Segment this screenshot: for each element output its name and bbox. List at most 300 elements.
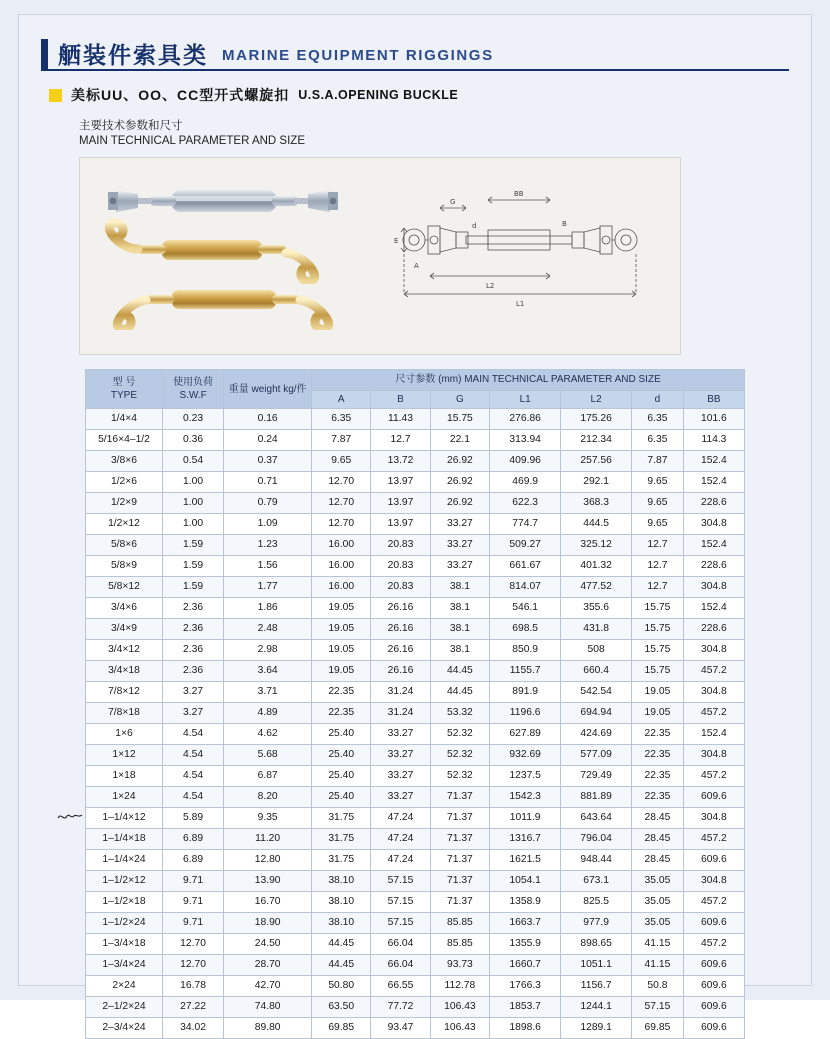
cell-value: 31.75 — [312, 850, 371, 871]
cell-type: 1/4×4 — [86, 409, 163, 430]
cell-value: 22.35 — [632, 787, 684, 808]
cell-value: 1898.6 — [490, 1018, 561, 1039]
cell-value: 325.12 — [561, 535, 632, 556]
cell-value: 16.00 — [312, 535, 371, 556]
cell-value: 35.05 — [632, 892, 684, 913]
cell-value: 1244.1 — [561, 997, 632, 1018]
cell-value: 35.05 — [632, 913, 684, 934]
cell-value: 71.37 — [430, 829, 490, 850]
cell-value: 1155.7 — [490, 661, 561, 682]
cell-value: 101.6 — [683, 409, 744, 430]
tech-param-label — [79, 119, 789, 149]
svg-text:B: B — [562, 220, 567, 228]
specification-table-wrapper — [85, 369, 745, 1039]
cell-value: 627.89 — [490, 724, 561, 745]
cell-value: 6.35 — [632, 430, 684, 451]
cell-type: 3/4×9 — [86, 619, 163, 640]
cell-value: 57.15 — [371, 913, 430, 934]
cell-value: 52.32 — [430, 766, 490, 787]
table-row — [86, 955, 745, 976]
cell-value: 292.1 — [561, 472, 632, 493]
cell-value: 9.65 — [312, 451, 371, 472]
cell-type: 3/4×12 — [86, 640, 163, 661]
th-type-en: TYPE — [110, 390, 138, 401]
cell-value: 28.70 — [224, 955, 312, 976]
cell-value: 825.5 — [561, 892, 632, 913]
cell-value: 622.3 — [490, 493, 561, 514]
cell-value: 152.4 — [683, 724, 744, 745]
cell-value: 22.35 — [312, 682, 371, 703]
cell-value: 63.50 — [312, 997, 371, 1018]
cell-value: 24.50 — [224, 934, 312, 955]
th-g: G — [430, 391, 490, 409]
cell-value: 19.05 — [312, 598, 371, 619]
th-swf-en: S.W.F — [179, 390, 207, 401]
cell-value: 0.54 — [162, 451, 223, 472]
cell-value: 457.2 — [683, 703, 744, 724]
cell-value: 4.54 — [162, 766, 223, 787]
cell-value: 85.85 — [430, 934, 490, 955]
cell-value: 1054.1 — [490, 871, 561, 892]
cell-value: 609.6 — [683, 1018, 744, 1039]
cell-value: 1.00 — [162, 472, 223, 493]
cell-value: 152.4 — [683, 598, 744, 619]
cell-value: 5.89 — [162, 808, 223, 829]
cell-type: 1×6 — [86, 724, 163, 745]
cell-value: 698.5 — [490, 619, 561, 640]
cell-value: 106.43 — [430, 997, 490, 1018]
cell-value: 2.36 — [162, 598, 223, 619]
cell-value: 1358.9 — [490, 892, 561, 913]
cell-value: 26.16 — [371, 619, 430, 640]
cell-type: 1–3/4×18 — [86, 934, 163, 955]
cell-value: 9.35 — [224, 808, 312, 829]
cell-type: 1–1/2×12 — [86, 871, 163, 892]
table-row — [86, 409, 745, 430]
cell-type: 5/16×4–1/2 — [86, 430, 163, 451]
cell-value: 31.75 — [312, 829, 371, 850]
cell-value: 34.02 — [162, 1018, 223, 1039]
cell-value: 28.45 — [632, 829, 684, 850]
cell-value: 66.55 — [371, 976, 430, 997]
cell-value: 477.52 — [561, 577, 632, 598]
cell-value: 401.32 — [561, 556, 632, 577]
cell-value: 22.35 — [632, 745, 684, 766]
table-row — [86, 913, 745, 934]
cell-value: 1.00 — [162, 493, 223, 514]
cell-value: 12.70 — [312, 493, 371, 514]
cell-value: 9.65 — [632, 472, 684, 493]
cell-value: 20.83 — [371, 535, 430, 556]
cell-value: 4.54 — [162, 724, 223, 745]
cell-value: 13.97 — [371, 514, 430, 535]
cell-value: 12.70 — [162, 955, 223, 976]
cell-value: 2.48 — [224, 619, 312, 640]
th-type-cn: 型 号 — [112, 377, 136, 388]
header-title-en: MARINE EQUIPMENT RIGGINGS — [222, 47, 494, 64]
table-row — [86, 871, 745, 892]
cell-value: 19.05 — [312, 661, 371, 682]
cell-value: 2.36 — [162, 661, 223, 682]
cell-value: 609.6 — [683, 850, 744, 871]
table-row — [86, 472, 745, 493]
cell-value: 609.6 — [683, 787, 744, 808]
cell-value: 304.8 — [683, 640, 744, 661]
cell-type: 1–3/4×24 — [86, 955, 163, 976]
cell-value: 1196.6 — [490, 703, 561, 724]
cell-value: 6.35 — [312, 409, 371, 430]
table-row — [86, 640, 745, 661]
cell-value: 41.15 — [632, 934, 684, 955]
cell-value: 22.35 — [312, 703, 371, 724]
cell-value: 212.34 — [561, 430, 632, 451]
cell-value: 38.1 — [430, 640, 490, 661]
cell-type: 2–3/4×24 — [86, 1018, 163, 1039]
cell-value: 509.27 — [490, 535, 561, 556]
cell-value: 1355.9 — [490, 934, 561, 955]
cell-value: 1853.7 — [490, 997, 561, 1018]
cell-value: 1.86 — [224, 598, 312, 619]
specification-table — [85, 369, 745, 1039]
cell-value: 26.16 — [371, 661, 430, 682]
cell-value: 12.7 — [632, 556, 684, 577]
cell-value: 25.40 — [312, 787, 371, 808]
table-row — [86, 703, 745, 724]
cell-value: 8.20 — [224, 787, 312, 808]
cell-value: 19.05 — [312, 619, 371, 640]
cell-value: 577.09 — [561, 745, 632, 766]
table-row — [86, 430, 745, 451]
cell-value: 12.80 — [224, 850, 312, 871]
header-title-cn: 舾装件索具类 — [58, 42, 208, 68]
cell-value: 257.56 — [561, 451, 632, 472]
cell-value: 457.2 — [683, 661, 744, 682]
cell-value: 0.71 — [224, 472, 312, 493]
cell-type: 1/2×9 — [86, 493, 163, 514]
cell-value: 12.70 — [162, 934, 223, 955]
cell-value: 33.27 — [430, 514, 490, 535]
cell-value: 2.36 — [162, 640, 223, 661]
cell-value: 850.9 — [490, 640, 561, 661]
cell-type: 7/8×12 — [86, 682, 163, 703]
th-l2: L2 — [561, 391, 632, 409]
cell-type: 3/8×6 — [86, 451, 163, 472]
table-row — [86, 976, 745, 997]
cell-value: 38.10 — [312, 913, 371, 934]
cell-value: 47.24 — [371, 829, 430, 850]
cell-value: 814.07 — [490, 577, 561, 598]
cell-value: 1156.7 — [561, 976, 632, 997]
table-header-row-1 — [86, 370, 745, 391]
svg-text:L1: L1 — [516, 300, 525, 308]
cell-value: 26.92 — [430, 451, 490, 472]
cell-value: 2.98 — [224, 640, 312, 661]
cell-type: 1×24 — [86, 787, 163, 808]
cell-value: 0.23 — [162, 409, 223, 430]
cell-value: 20.83 — [371, 556, 430, 577]
cell-value: 74.80 — [224, 997, 312, 1018]
table-row — [86, 850, 745, 871]
table-row — [86, 598, 745, 619]
cell-value: 0.37 — [224, 451, 312, 472]
cell-value: 57.15 — [632, 997, 684, 1018]
cell-value: 469.9 — [490, 472, 561, 493]
table-body — [86, 409, 745, 1039]
cell-value: 50.8 — [632, 976, 684, 997]
cell-value: 228.6 — [683, 556, 744, 577]
cell-value: 152.4 — [683, 451, 744, 472]
cell-value: 44.45 — [312, 955, 371, 976]
cell-value: 1.59 — [162, 556, 223, 577]
cell-type: 1×18 — [86, 766, 163, 787]
cell-value: 152.4 — [683, 472, 744, 493]
th-weight — [224, 370, 312, 409]
cell-value: 932.69 — [490, 745, 561, 766]
cell-value: 1.59 — [162, 577, 223, 598]
cell-type: 1–1/4×18 — [86, 829, 163, 850]
cell-value: 38.10 — [312, 892, 371, 913]
cell-type: 3/4×6 — [86, 598, 163, 619]
cell-value: 409.96 — [490, 451, 561, 472]
cell-value: 424.69 — [561, 724, 632, 745]
cell-value: 673.1 — [561, 871, 632, 892]
cell-value: 16.00 — [312, 556, 371, 577]
cell-value: 28.45 — [632, 850, 684, 871]
th-weight-label: 重量 weight kg/件 — [228, 383, 307, 395]
table-row — [86, 661, 745, 682]
cell-value: 15.75 — [632, 661, 684, 682]
cell-value: 19.05 — [632, 703, 684, 724]
cell-type: 3/4×18 — [86, 661, 163, 682]
cell-value: 9.65 — [632, 493, 684, 514]
table-row — [86, 808, 745, 829]
cell-value: 25.40 — [312, 766, 371, 787]
cell-value: 542.54 — [561, 682, 632, 703]
cell-value: 1.00 — [162, 514, 223, 535]
cell-value: 13.97 — [371, 472, 430, 493]
cell-value: 22.1 — [430, 430, 490, 451]
cell-value: 12.7 — [632, 577, 684, 598]
th-l1: L1 — [490, 391, 561, 409]
cell-value: 457.2 — [683, 766, 744, 787]
cell-value: 15.75 — [632, 598, 684, 619]
cell-value: 729.49 — [561, 766, 632, 787]
th-size-group: 尺寸参数 (mm) MAIN TECHNICAL PARAMETER AND SIZE — [312, 370, 745, 391]
cell-type: 1–1/4×12 — [86, 808, 163, 829]
cell-value: 93.73 — [430, 955, 490, 976]
cell-value: 4.54 — [162, 745, 223, 766]
cell-value: 2.36 — [162, 619, 223, 640]
bullet-square-icon — [49, 89, 62, 102]
cell-value: 228.6 — [683, 619, 744, 640]
cell-value: 9.71 — [162, 892, 223, 913]
cell-value: 12.7 — [371, 430, 430, 451]
cell-value: 891.9 — [490, 682, 561, 703]
cell-value: 27.22 — [162, 997, 223, 1018]
tech-param-label-en: MAIN TECHNICAL PARAMETER AND SIZE — [79, 135, 305, 147]
cell-value: 69.85 — [632, 1018, 684, 1039]
table-row — [86, 556, 745, 577]
cell-value: 18.90 — [224, 913, 312, 934]
header-accent-bar — [41, 39, 48, 69]
cell-value: 4.89 — [224, 703, 312, 724]
cell-value: 457.2 — [683, 829, 744, 850]
table-row — [86, 682, 745, 703]
cell-value: 4.54 — [162, 787, 223, 808]
table-row — [86, 1018, 745, 1039]
cell-value: 33.27 — [371, 745, 430, 766]
cell-value: 11.43 — [371, 409, 430, 430]
cell-value: 9.71 — [162, 871, 223, 892]
svg-text:A: A — [414, 262, 419, 270]
cell-value: 368.3 — [561, 493, 632, 514]
table-row — [86, 766, 745, 787]
th-d: d — [632, 391, 684, 409]
cell-value: 47.24 — [371, 850, 430, 871]
cell-type: 2×24 — [86, 976, 163, 997]
cell-value: 1660.7 — [490, 955, 561, 976]
cell-value: 9.71 — [162, 913, 223, 934]
cell-value: 35.05 — [632, 871, 684, 892]
table-row — [86, 577, 745, 598]
cell-value: 304.8 — [683, 682, 744, 703]
cell-value: 12.70 — [312, 514, 371, 535]
table-row — [86, 514, 745, 535]
cell-value: 66.04 — [371, 955, 430, 976]
cell-type: 5/8×12 — [86, 577, 163, 598]
table-row — [86, 724, 745, 745]
cell-value: 31.24 — [371, 703, 430, 724]
cell-value: 881.89 — [561, 787, 632, 808]
table-row — [86, 787, 745, 808]
cell-value: 50.80 — [312, 976, 371, 997]
subtitle-en: U.S.A.OPENING BUCKLE — [298, 88, 459, 102]
cell-value: 609.6 — [683, 997, 744, 1018]
cell-type: 1–1/4×24 — [86, 850, 163, 871]
product-image-panel — [79, 157, 681, 355]
cell-type: 1/2×6 — [86, 472, 163, 493]
table-row — [86, 934, 745, 955]
cell-value: 1.56 — [224, 556, 312, 577]
cell-value: 41.15 — [632, 955, 684, 976]
cell-value: 38.1 — [430, 598, 490, 619]
th-type — [86, 370, 163, 409]
cell-value: 44.45 — [430, 661, 490, 682]
cell-value: 304.8 — [683, 871, 744, 892]
cell-value: 1237.5 — [490, 766, 561, 787]
cell-value: 93.47 — [371, 1018, 430, 1039]
cell-value: 28.45 — [632, 808, 684, 829]
cell-value: 1542.3 — [490, 787, 561, 808]
cell-type: 1×12 — [86, 745, 163, 766]
cell-value: 1766.3 — [490, 976, 561, 997]
th-bb: BB — [683, 391, 744, 409]
cell-value: 7.87 — [312, 430, 371, 451]
th-swf — [162, 370, 223, 409]
cell-value: 457.2 — [683, 934, 744, 955]
cell-value: 114.3 — [683, 430, 744, 451]
cell-value: 0.36 — [162, 430, 223, 451]
svg-text:E: E — [394, 237, 399, 245]
cell-value: 1663.7 — [490, 913, 561, 934]
cell-value: 15.75 — [430, 409, 490, 430]
cell-value: 71.37 — [430, 871, 490, 892]
cell-value: 89.80 — [224, 1018, 312, 1039]
cell-value: 52.32 — [430, 745, 490, 766]
cell-value: 508 — [561, 640, 632, 661]
cell-value: 25.40 — [312, 745, 371, 766]
cell-value: 9.65 — [632, 514, 684, 535]
handwritten-mark-icon — [57, 810, 83, 824]
cell-value: 4.62 — [224, 724, 312, 745]
cell-value: 71.37 — [430, 808, 490, 829]
cell-value: 38.10 — [312, 871, 371, 892]
cell-value: 33.27 — [371, 724, 430, 745]
cell-value: 304.8 — [683, 745, 744, 766]
cell-value: 13.97 — [371, 493, 430, 514]
svg-text:G: G — [450, 198, 456, 206]
page-header — [41, 29, 789, 71]
cell-type: 7/8×18 — [86, 703, 163, 724]
cell-value: 1316.7 — [490, 829, 561, 850]
cell-value: 16.78 — [162, 976, 223, 997]
cell-value: 694.94 — [561, 703, 632, 724]
cell-value: 175.26 — [561, 409, 632, 430]
cell-value: 33.27 — [371, 766, 430, 787]
cell-value: 3.71 — [224, 682, 312, 703]
cell-value: 77.72 — [371, 997, 430, 1018]
cell-value: 546.1 — [490, 598, 561, 619]
cell-type: 2–1/2×24 — [86, 997, 163, 1018]
cell-value: 0.79 — [224, 493, 312, 514]
cell-value: 1.77 — [224, 577, 312, 598]
cell-value: 33.27 — [371, 787, 430, 808]
tech-param-label-cn: 主要技术参数和尺寸 — [79, 120, 183, 132]
cell-value: 12.70 — [312, 472, 371, 493]
cell-value: 13.90 — [224, 871, 312, 892]
table-row — [86, 535, 745, 556]
cell-value: 26.92 — [430, 493, 490, 514]
cell-value: 26.16 — [371, 640, 430, 661]
cell-value: 44.45 — [430, 682, 490, 703]
cell-value: 33.27 — [430, 556, 490, 577]
table-row — [86, 829, 745, 850]
cell-value: 85.85 — [430, 913, 490, 934]
cell-value: 276.86 — [490, 409, 561, 430]
cell-value: 304.8 — [683, 514, 744, 535]
cell-value: 57.15 — [371, 871, 430, 892]
cell-value: 228.6 — [683, 493, 744, 514]
cell-value: 47.24 — [371, 808, 430, 829]
cell-value: 313.94 — [490, 430, 561, 451]
cell-value: 6.35 — [632, 409, 684, 430]
page-inner — [18, 14, 812, 1033]
cell-value: 12.7 — [632, 535, 684, 556]
cell-value: 106.43 — [430, 1018, 490, 1039]
cell-value: 22.35 — [632, 724, 684, 745]
cell-value: 1051.1 — [561, 955, 632, 976]
cell-value: 6.89 — [162, 850, 223, 871]
cell-value: 457.2 — [683, 892, 744, 913]
cell-value: 53.32 — [430, 703, 490, 724]
cell-value: 898.65 — [561, 934, 632, 955]
cell-value: 57.15 — [371, 892, 430, 913]
cell-value: 11.20 — [224, 829, 312, 850]
cell-value: 6.89 — [162, 829, 223, 850]
cell-value: 609.6 — [683, 955, 744, 976]
cell-value: 355.6 — [561, 598, 632, 619]
cell-value: 71.37 — [430, 850, 490, 871]
